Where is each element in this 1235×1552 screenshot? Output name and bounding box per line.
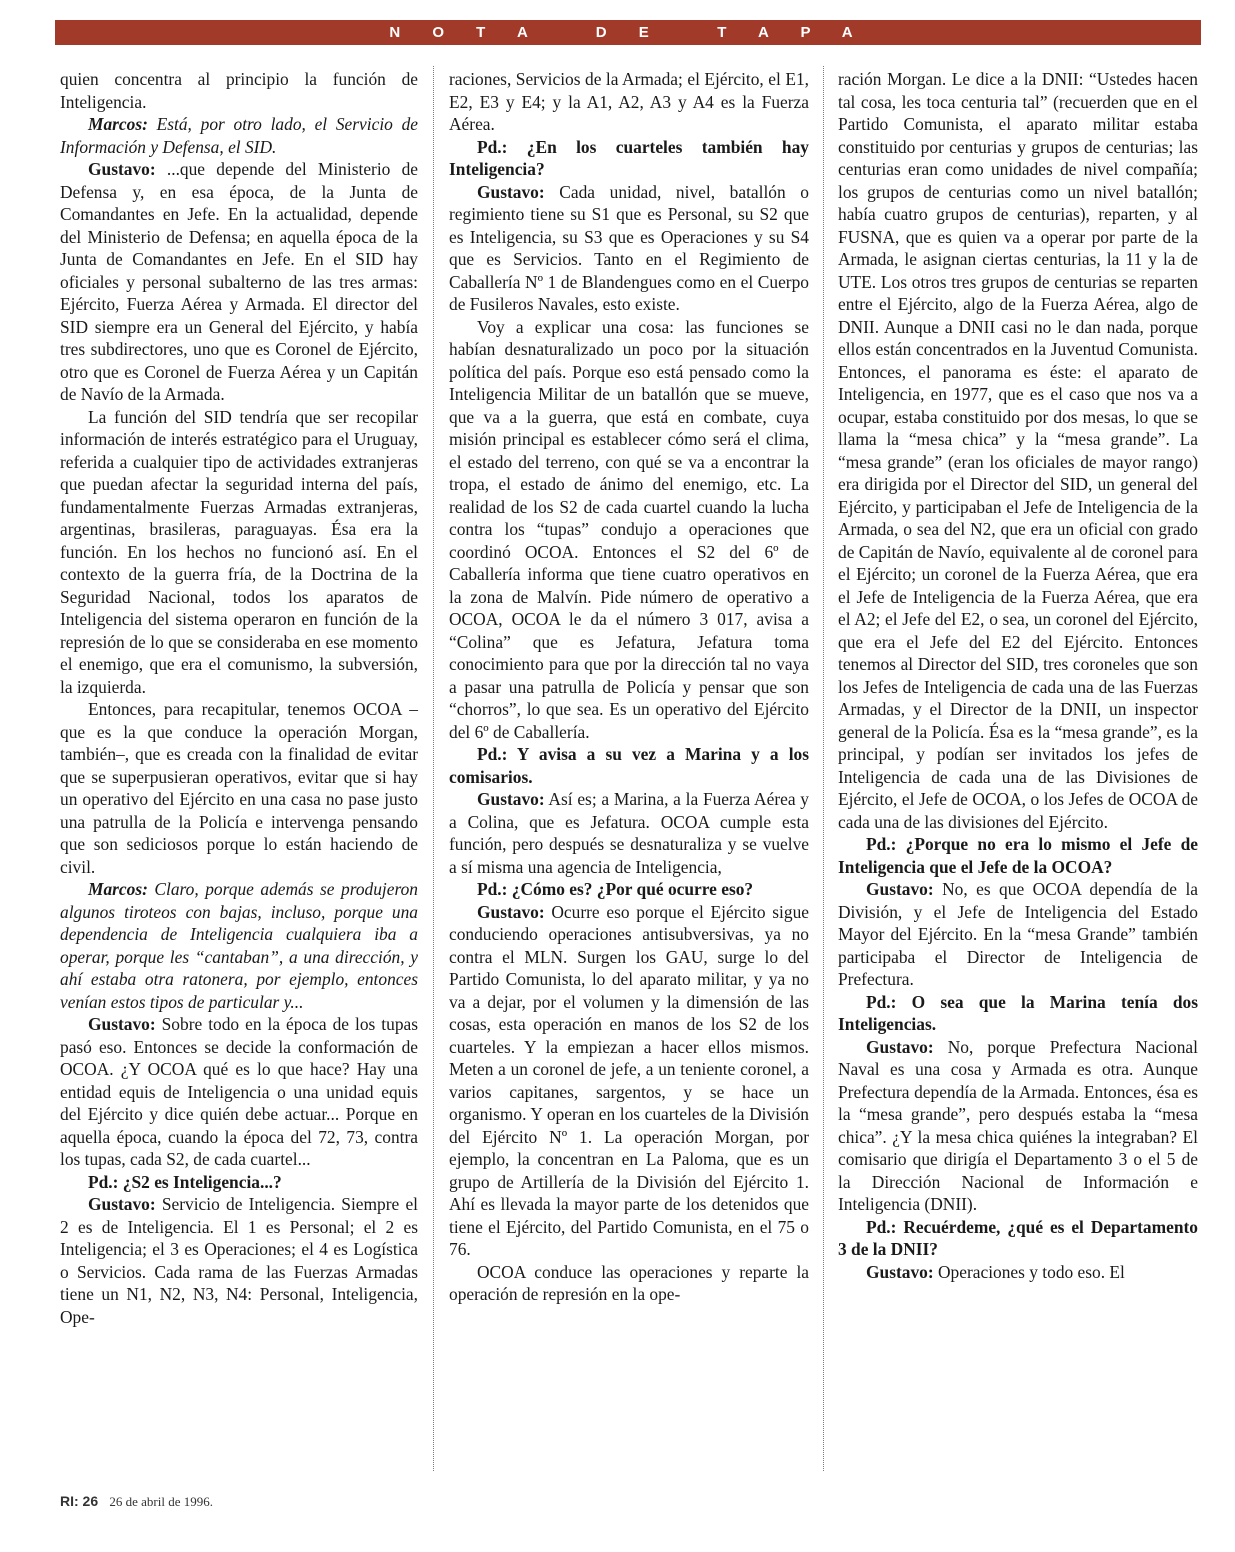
- column-divider: [433, 66, 434, 1471]
- speech-text: Sobre todo en la época de los tupas pasó eso. Entonces se decide la conformación de OCOA. ¿Y OCOA qué es lo que hace? Hay una entidad equis de Inteligencia o una unidad equis del Ejército y dice quién debe actuar... Porque en aquella época, cuando la época del 72, 73, contra los tupas, cada S2, de cada cuartel...: [60, 1014, 418, 1169]
- speech-text: Ocurre eso porque el Ejército sigue conduciendo operaciones antisubversivas, ya no contra el MLN. Surgen los GAU, surge lo del Partido Comunista, lo del aparato militar, y ya no va a dejar, por el volumen y la dimensión de las cosas, esta operación en manos de los S2 de los cuarteles. Y la empiezan a hacer ellos mismos. Meten a un coronel de jefe, a un teniente coronel, a varios capitanes, sargentos, y se hace un organismo. Y operan en los cuarteles de la División del Ejército Nº 1. La operación Morgan, por ejemplo, la concentran en La Paloma, que es un grupo de Artillería de la División del Ejército 1. Ahí es llevada la mayor parte de los detenidos que tiene el Ejército, del Partido Comunista, en el 75 o 76.: [449, 901, 809, 1259]
- interviewer-question: Pd.: O sea que la Marina tenía dos Inteligencias.: [838, 991, 1198, 1034]
- speaker-name: Gustavo:: [477, 901, 545, 922]
- speaker-name: Marcos:: [88, 879, 148, 899]
- speaker-name: Gustavo:: [866, 1036, 934, 1057]
- issue-date: 26 de abril de 1996.: [109, 1494, 213, 1509]
- column-divider: [823, 66, 824, 1471]
- speech-text: Está, por otro lado, el Servicio de Información y Defensa, el SID.: [60, 114, 418, 157]
- speaker-name: Gustavo:: [477, 181, 545, 202]
- paragraph-continuation: ración Morgan. Le dice a la DNII: “Ustedes hacen tal cosa, les toca centuria tal” (recuerden que en el Partido Comunista, el aparato militar estaba constituido por centurias y grupos de centurias; las centurias eran como unidades de nivel compañía; los grupos de centurias como un nivel batallón; había cuatro grupos de centurias), reparten, y al FUSNA, que es quien va a operar por parte de la Armada, le asignan ciertas centurias, la 11 y la de UTE. Los otros tres grupos de centurias se reparten entre el Ejército, algo de la Fuerza Aérea, algo de DNII. Aunque a DNII casi no le dan nada, porque ellos están concentrados en la Juventud Comunista. Entonces, el panorama es éste: el aparato de Inteligencia, en 1977, que es el caso que nos va a ocupar, estaba constituido por dos mesas, lo que se llama la “mesa chica” y la “mesa grande”. La “mesa grande” (eran los oficiales de mayor rango) era dirigida por el Director del SID, un general del Ejército, y participaban el Jefe de Inteligencia de la Armada, o sea del N2, que era un oficial con grado de Capitán de Navío, equivalente al de coronel para el Ejército; un coronel de la Fuerza Aérea, que era el Jefe de Inteligencia de la Fuerza Aérea, que era el A2; el Jefe del E2, o sea, un coronel del Ejército, que era el Jefe del E2 del Ejército. Entonces tenemos al Director del SID, tres coroneles que son los Jefes de Inteligencia de cada una de las Fuerzas Armadas, y el Director de la DNII, un inspector general de la Policía. Ésa es la “mesa grande”, es la principal, y podían ser invitados los jefes de Inteligencia de cada una de las Divisiones de Ejército, el Jefe de OCOA, o los Jefes de OCOA de cada una de las divisiones del Ejército.: [838, 69, 1198, 832]
- section-header-bar: [55, 20, 1201, 45]
- interviewee-answer: [449, 901, 809, 1261]
- speech-text: Claro, porque además se produjeron algunos tiroteos con bajas, incluso, porque una dependencia de Inteligencia cualquiera iba a operar, porque les “cantaban”, a una dirección, y ahí estaba otra ratonera, por ejemplo, entonces venían estos tipos de particular y...: [60, 879, 418, 1012]
- interviewer-question: Pd.: ¿Cómo es? ¿Por qué ocurre eso?: [477, 879, 754, 899]
- speaker-name: Gustavo:: [866, 879, 934, 899]
- interviewee-answer: [838, 1261, 1198, 1284]
- speaker-name: Gustavo:: [88, 159, 156, 179]
- speaker-name: Marcos:: [88, 114, 148, 134]
- page-footer: [60, 1493, 213, 1510]
- interviewee-answer: [838, 1036, 1198, 1216]
- text-column-2: [449, 68, 809, 1306]
- interviewer-remark: [60, 878, 418, 1013]
- interviewee-answer: [449, 181, 809, 316]
- speech-text: No, es que OCOA dependía de la División, y el Jefe de Inteligencia del Estado Mayor del Ejército. En la “mesa Grande” también participaba el Director de Inteligencia de Prefectura.: [838, 879, 1198, 989]
- interviewee-answer: [449, 788, 809, 878]
- paragraph: Voy a explicar una cosa: las funciones se habían desnaturalizado un poco por la situación política del país. Porque eso está pensado como la Inteligencia Militar de un batallón que se mueve, que va a la guerra, que está en combate, cuya misión principal es establecer cómo será el clima, el estado del terreno, con qué se va a encontrar la tropa, el estado de ánimo del enemigo, etc. La realidad de los S2 de cada cuartel cuando la lucha contra los “tupas” condujo a operaciones que coordinó OCOA. Entonces el S2 del 6º de Caballería informa que tiene cuatro operativos en la zona de Malvín. Pide número de operativo a OCOA, OCOA le da el número 3 017, avisa a “Colina” que es Jefatura, Jefatura toma conocimiento para que por la dirección tal no vaya a pasar una patrulla de Policía y pensar que son “chorros”, lo que sea. Es un operativo del Ejército del 6º de Caballería.: [449, 316, 809, 742]
- speaker-name: Gustavo:: [88, 1014, 156, 1034]
- speech-text: Cada unidad, nivel, batallón o regimiento tiene su S1 que es Personal, su S2 que es Inteligencia, su S3 que es Operaciones y su S4 que es Servicios. Tanto en el Regimiento de Caballería Nº 1 de Blandengues como en el Cuerpo de Fusileros Navales, esto existe.: [449, 181, 809, 314]
- interviewer-question: Pd.: Y avisa a su vez a Marina y a los comisarios.: [449, 744, 809, 787]
- speech-text: Operaciones y todo eso. El: [933, 1261, 1125, 1282]
- speaker-name: Gustavo:: [866, 1261, 934, 1282]
- paragraph-continuation: raciones, Servicios de la Armada; el Ejército, el E1, E2, E3 y E4; y la A1, A2, A3 y A4 es la Fuerza Aérea.: [449, 69, 809, 134]
- page-folio: RI: 26: [60, 1493, 99, 1509]
- interviewee-answer: [60, 1013, 418, 1171]
- interviewee-answer: [838, 878, 1198, 991]
- interviewer-question: Pd.: ¿S2 es Inteligencia...?: [88, 1171, 282, 1192]
- paragraph-continuation: quien concentra al principio la función de Inteligencia.: [60, 69, 418, 112]
- interviewee-answer: [60, 158, 418, 406]
- speech-text: ...que depende del Ministerio de Defensa y, en esa época, de la Junta de Comandantes en Jefe. En la actualidad, depende del Ministerio de Defensa; en aquella época de la Junta de Comandantes en Jefe. En el SID hay oficiales y personal subalterno de las tres armas: Ejército, Fuerza Aérea y Armada. El director del SID siempre era un General del Ejército, y había tres subdirectores, uno que es Coronel de Ejército, otro que es Coronel de Fuerza Aérea y un Capitán de Navío de la Armada.: [60, 159, 418, 404]
- paragraph: Entonces, para recapitular, tenemos OCOA –que es la que conduce la operación Morgan, también–, que es creada con la finalidad de evitar que se superpusieran operativos, evitar que si hay un operativo del Ejército en una casa no pase justo una patrulla de la Policía e intervenga pensando que son sediciosos porque lo están haciendo de civil.: [60, 699, 418, 877]
- speaker-name: Gustavo:: [88, 1194, 156, 1214]
- text-column-1: [60, 68, 418, 1328]
- speech-text: No, porque Prefectura Nacional Naval es una cosa y Armada es otra. Aunque Prefectura dependía de la Armada. Entonces, ésa es la “mesa grande”, pero después estaba la “mesa chica”. ¿Y la mesa chica quiénes la integraban? El comisario que dirigía el Departamento 3 o el 5 de la Dirección Nacional de Información e Inteligencia (DNII).: [838, 1036, 1198, 1214]
- interviewee-answer: [60, 1193, 418, 1328]
- interviewer-question: Pd.: ¿Porque no era lo mismo el Jefe de Inteligencia que el Jefe de la OCOA?: [838, 834, 1198, 877]
- interviewer-question: Pd.: Recuérdeme, ¿qué es el Departamento 3 de la DNII?: [838, 1216, 1198, 1259]
- speech-text: Servicio de Inteligencia. Siempre el 2 es de Inteligencia. El 1 es Personal; el 2 es Inteligencia; el 3 es Operaciones; el 4 es Logística o Servicios. Cada rama de las Fuerzas Armadas tiene un N1, N2, N3, N4: Personal, Inteligencia, Ope-: [60, 1194, 418, 1327]
- interviewer-remark: [60, 113, 418, 158]
- section-title: N O T A D E T A P A: [389, 24, 867, 41]
- paragraph: La función del SID tendría que ser recopilar información de interés estratégico para el Uruguay, referida a cualquier tipo de actividades extranjeras que puedan afectar la seguridad interna del país, fundamentalmente Fuerzas Armadas extranjeras, argentinas, brasileras, paraguayas. Ésa era la función. En los hechos no funcionó así. En el contexto de la guerra fría, de la Doctrina de la Seguridad Nacional, todos los aparatos de Inteligencia del sistema operaron en función de la represión de lo que se consideraba en ese momento el enemigo, que era el comunismo, la subversión, la izquierda.: [60, 406, 418, 697]
- paragraph: OCOA conduce las operaciones y reparte la operación de represión en la ope-: [449, 1261, 809, 1304]
- speech-text: Así es; a Marina, a la Fuerza Aérea y a Colina, que es Jefatura. OCOA cumple esta función, pero después se desnaturaliza y se vuelve a sí misma una agencia de Inteligencia,: [449, 789, 809, 877]
- text-column-3: [838, 68, 1198, 1283]
- speaker-name: Gustavo:: [477, 789, 545, 809]
- interviewer-question: Pd.: ¿En los cuarteles también hay Inteligencia?: [449, 136, 809, 179]
